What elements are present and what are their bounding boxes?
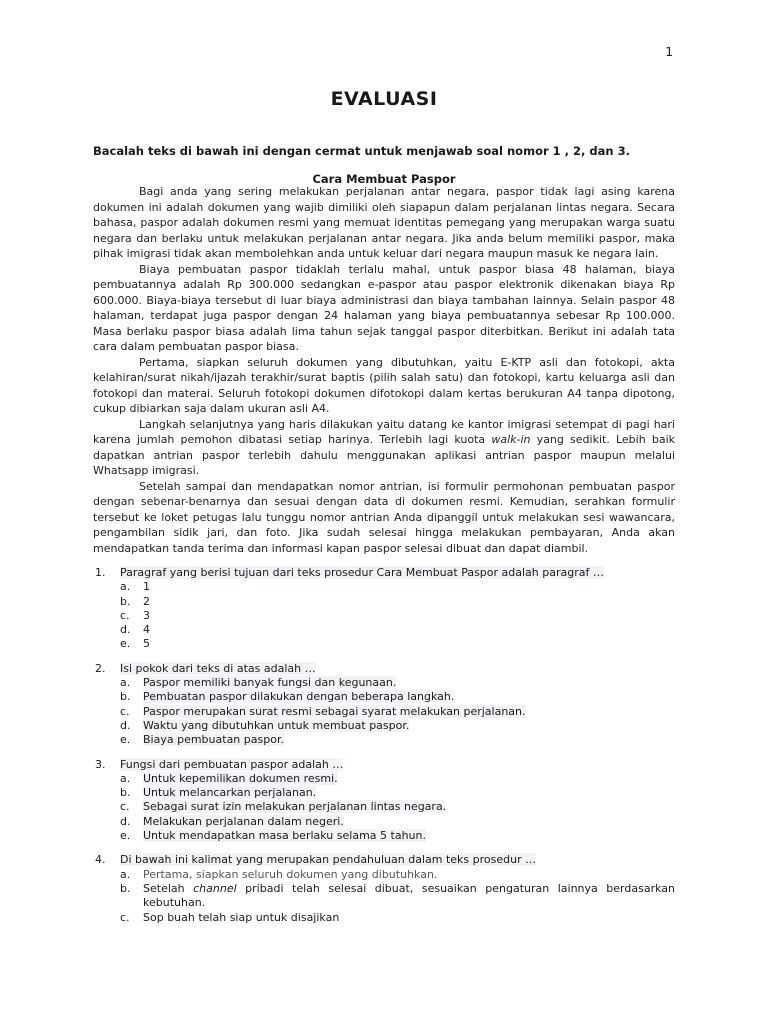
question-text: Fungsi dari pembuatan paspor adalah … <box>120 757 344 771</box>
option-item[interactable] <box>120 733 675 747</box>
question-2 <box>95 662 675 748</box>
option-text: Paspor merupakan surat resmi sebagai syarat melakukan perjalanan. <box>143 704 526 718</box>
option-letter: b. <box>120 690 131 704</box>
option-item[interactable] <box>120 911 675 925</box>
option-letter: a. <box>120 676 131 690</box>
option-letter: c. <box>120 704 130 718</box>
option-letter: b. <box>120 594 131 608</box>
option-list <box>95 772 675 843</box>
option-item[interactable] <box>120 705 675 719</box>
question-4 <box>95 853 675 924</box>
question-text: Paragraf yang berisi tujuan dari teks prosedur Cara Membuat Paspor adalah paragraf … <box>120 566 604 579</box>
option-letter: a. <box>120 580 131 594</box>
passage-paragraph-5: Setelah sampai dan mendapatkan nomor antrian, isi formulir permohonan pembuatan paspor dengan sebenar-benarnya dan sesuai dengan data di dokumen resmi. Kemudian, serahkan formulir tersebut ke loket petugas lalu tunggu nomor antrian Anda dipanggil untuk melakukan sesi wawancara, pengambilan sidik jari, dan foto. Jika sudah selesai hingga melakukan pembayaran, Anda akan mendapatkan tanda terima dan informasi kapan paspor selesai dibuat dan dapat diambil. <box>93 479 675 555</box>
option-letter: d. <box>120 718 131 732</box>
option-text: 3 <box>143 608 150 622</box>
option-text-b: pribadi telah selesai dibuat, sesuaikan pengaturan lainnya berdasarkan kebutuhan. <box>143 881 675 910</box>
option-text: 5 <box>143 637 150 651</box>
option-item[interactable] <box>120 882 675 911</box>
option-item[interactable] <box>120 690 675 704</box>
question-number: 4. <box>95 853 106 867</box>
page-title: EVALUASI <box>330 88 438 110</box>
option-text: Melakukan perjalanan dalam negeri. <box>143 814 344 828</box>
option-letter: e. <box>120 829 131 843</box>
option-item[interactable] <box>120 623 675 637</box>
question-3 <box>95 758 675 844</box>
passage-paragraph-1: Bagi anda yang sering melakukan perjalanan antar negara, paspor tidak lagi asing karena dokumen ini adalah dokumen yang wajib dimiliki oleh siapapun dalam perjalanan lintas negara. Secara bahasa, paspor adalah dokumen resmi yang memuat identitas pemegang yang merupakan warga suatu negara dan berlaku untuk melakukan perjalanan antar negara. Jika anda belum memiliki paspor, maka pihak imigrasi tidak akan membolehkan anda untuk keluar dari negara maupun masuk ke negara lain. <box>93 185 675 260</box>
paragraph-4-text-b: yang sedikit. Lebih baik dapatkan antrian paspor terlebih dahulu menggunakan aplikasi antrian paspor maupun melalui Whatsapp imigrasi. <box>93 433 676 477</box>
option-text: Untuk kepemilikan dokumen resmi. <box>143 771 338 785</box>
option-letter: a. <box>120 771 131 785</box>
option-text: Biaya pembuatan paspor. <box>143 733 284 747</box>
option-text: Sebagai surat izin melakukan perjalanan lintas negara. <box>143 800 447 814</box>
question-number: 2. <box>95 661 106 675</box>
option-text: 1 <box>143 580 150 594</box>
option-letter: c. <box>120 910 130 924</box>
option-text: Sop buah telah siap untuk disajikan <box>143 910 340 924</box>
passage-paragraph-4 <box>93 417 675 479</box>
text-title: Cara Membuat Paspor <box>312 172 456 186</box>
option-item[interactable] <box>120 772 675 786</box>
option-letter: e. <box>120 733 131 747</box>
channel-term: channel <box>193 881 237 895</box>
option-item[interactable] <box>120 868 675 882</box>
passage-paragraph-2: Biaya pembuatan paspor tidaklah terlalu mahal, untuk paspor biasa 48 halaman, biaya pembuatannya adalah Rp 300.000 sedangkan e-paspor atau paspor elektronik dikenakan biaya Rp 600.000. Biaya-biaya tersebut di luar biaya administrasi dan biaya tambahan lainnya. Selain paspor 48 halaman, terdapat juga paspor dengan 24 halaman yang biaya pembuatannya sebesar Rp 100.000. Masa berlaku paspor biasa adalah lima tahun sejak tanggal paspor diterbitkan. Berikut ini adalah tata cara dalam pembuatan paspor biasa. <box>93 262 675 353</box>
option-list <box>95 676 675 747</box>
option-text-a: Setelah <box>143 881 194 895</box>
option-letter: c. <box>120 608 130 622</box>
option-letter: c. <box>120 800 130 814</box>
option-item[interactable] <box>120 719 675 733</box>
question-1 <box>95 566 675 652</box>
option-item[interactable] <box>120 609 675 623</box>
page-number: 1 <box>665 45 673 59</box>
option-text: Waktu yang dibutuhkan untuk membuat paspor. <box>143 718 410 732</box>
option-text: 2 <box>143 594 150 608</box>
option-letter: d. <box>120 814 131 828</box>
paragraph-4-text-a: Langkah selanjutnya yang haris dilakukan yaitu datang ke kantor imigrasi setempat di pagi hari karena jumlah pemohon dibatasi setiap harinya. Terlebih lagi kuota <box>93 417 675 446</box>
option-text: Pertama, siapkan seluruh dokumen yang dibutuhkan. <box>143 867 438 881</box>
option-letter: b. <box>120 881 131 895</box>
option-letter: b. <box>120 786 131 800</box>
option-item[interactable] <box>120 800 675 814</box>
option-list <box>95 580 675 651</box>
question-number: 3. <box>95 757 106 771</box>
option-item[interactable] <box>120 595 675 609</box>
option-text <box>143 882 675 911</box>
option-item[interactable] <box>120 580 675 594</box>
walk-in-term: walk-in <box>491 433 531 446</box>
option-item[interactable] <box>120 786 675 800</box>
question-text: Isi pokok dari teks di atas adalah … <box>120 661 316 675</box>
question-text: Di bawah ini kalimat yang merupakan pendahuluan dalam teks prosedur … <box>120 853 537 867</box>
reading-passage <box>93 184 675 556</box>
option-text: Untuk melancarkan perjalanan. <box>143 786 317 800</box>
option-text: Paspor memiliki banyak fungsi dan kegunaan. <box>143 676 397 690</box>
reading-instruction: Bacalah teks di bawah ini dengan cermat untuk menjawab soal nomor 1 , 2, dan 3. <box>93 144 630 158</box>
option-item[interactable] <box>120 637 675 651</box>
option-text: Pembuatan paspor dilakukan dengan beberapa langkah. <box>143 690 455 704</box>
option-letter: d. <box>120 623 131 637</box>
option-letter: e. <box>120 637 131 651</box>
question-list <box>95 566 675 935</box>
option-letter: a. <box>120 867 131 881</box>
passage-paragraph-3: Pertama, siapkan seluruh dokumen yang dibutuhkan, yaitu E-KTP asli dan fotokopi, akta kelahiran/surat nikah/ijazah terakhir/surat baptis (pilih salah satu) dan fotokopi, kartu keluarga asli dan fotokopi dan materai. Seluruh fotokopi dokumen difotokopi dalam kertas berukuran A4 tanpa dipotong, cukup dibiarkan saja dalam ukuran asli A4. <box>93 355 675 415</box>
question-number: 1. <box>95 566 106 579</box>
option-item[interactable] <box>120 815 675 829</box>
option-item[interactable] <box>120 829 675 843</box>
option-text: Untuk mendapatkan masa berlaku selama 5 tahun. <box>143 829 426 843</box>
option-text: 4 <box>143 623 150 637</box>
option-item[interactable] <box>120 676 675 690</box>
option-list <box>95 868 675 925</box>
